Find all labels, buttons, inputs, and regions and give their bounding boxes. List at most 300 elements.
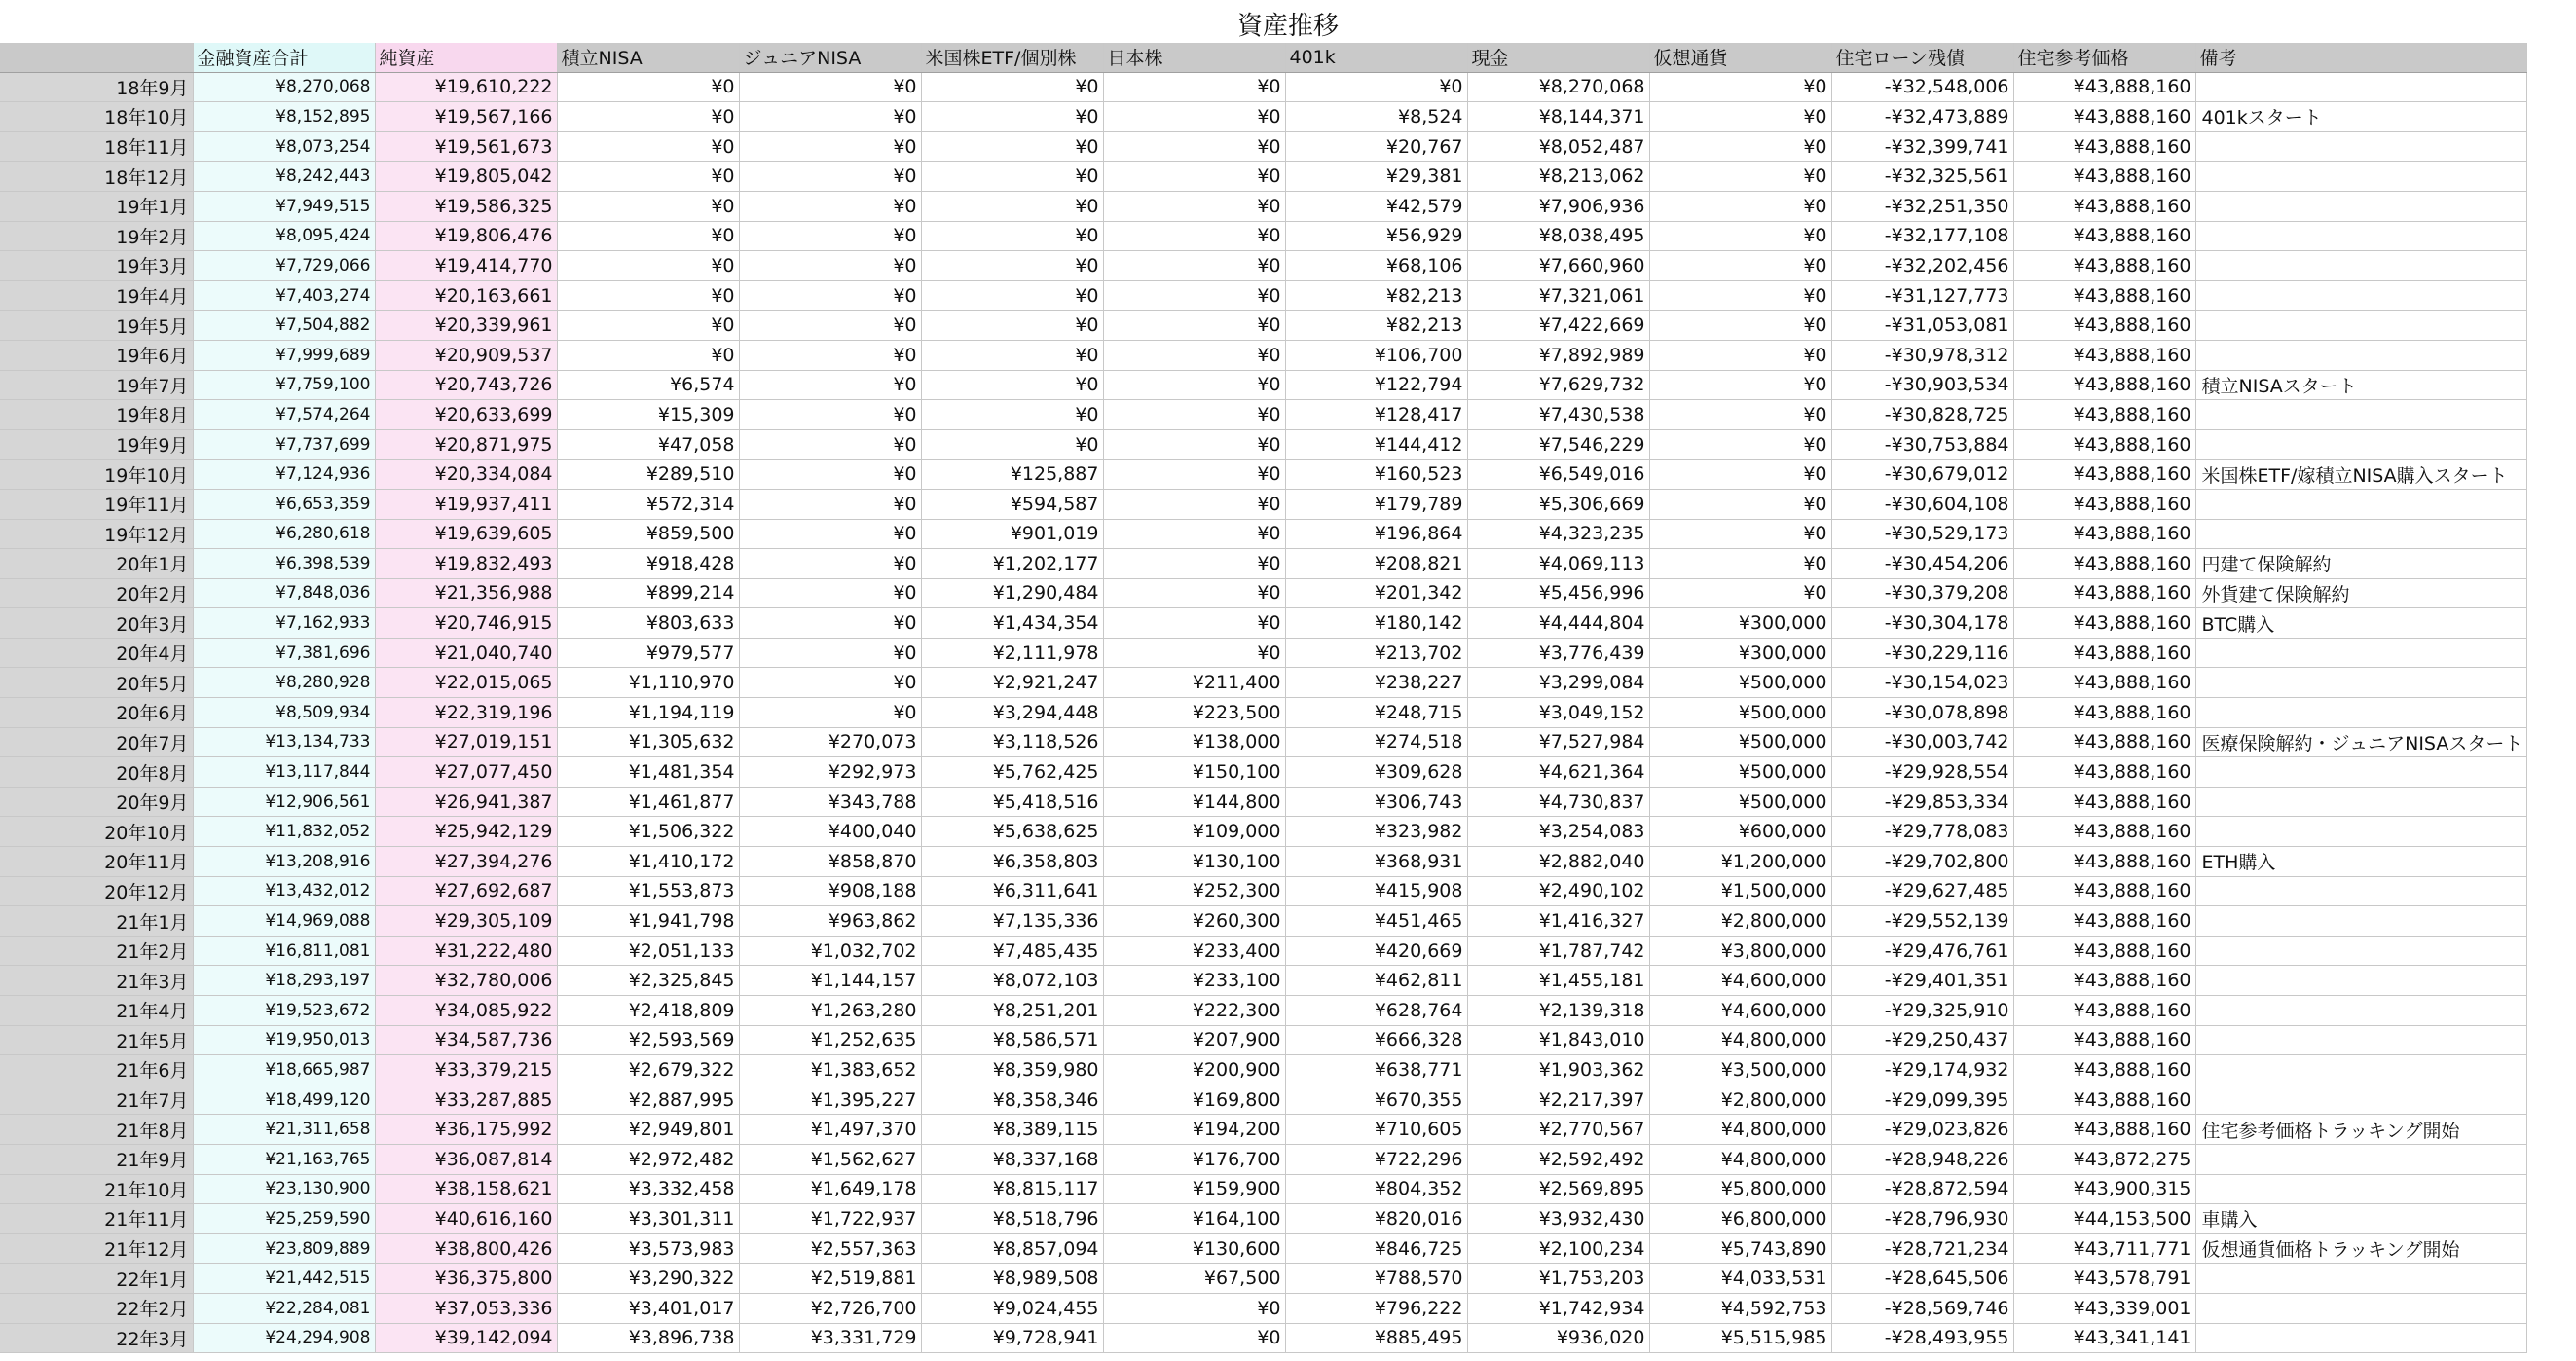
junior-nisa-cell[interactable]: ¥0 xyxy=(739,549,921,579)
financial-assets-cell[interactable]: ¥8,152,895 xyxy=(193,102,375,132)
us-stocks-cell[interactable]: ¥0 xyxy=(921,311,1103,341)
house-price-cell[interactable]: ¥43,888,160 xyxy=(2013,1115,2195,1145)
us-stocks-cell[interactable]: ¥125,887 xyxy=(921,460,1103,490)
house-price-cell[interactable]: ¥43,888,160 xyxy=(2013,131,2195,162)
crypto-cell[interactable]: ¥2,800,000 xyxy=(1649,906,1831,937)
junior-nisa-cell[interactable]: ¥1,722,937 xyxy=(739,1204,921,1234)
junior-nisa-cell[interactable]: ¥0 xyxy=(739,519,921,549)
header-us-stocks[interactable]: 米国株ETF/個別株 xyxy=(921,43,1103,72)
house-price-cell[interactable]: ¥43,888,160 xyxy=(2013,340,2195,370)
notes-cell[interactable] xyxy=(2195,876,2527,906)
us-stocks-cell[interactable]: ¥8,989,508 xyxy=(921,1264,1103,1294)
mortgage-cell[interactable]: -¥30,529,173 xyxy=(1831,519,2013,549)
net-assets-cell[interactable]: ¥19,586,325 xyxy=(375,191,557,221)
notes-cell[interactable] xyxy=(2195,1055,2527,1085)
net-assets-cell[interactable]: ¥20,339,961 xyxy=(375,311,557,341)
junior-nisa-cell[interactable]: ¥0 xyxy=(739,608,921,639)
house-price-cell[interactable]: ¥43,888,160 xyxy=(2013,191,2195,221)
junior-nisa-cell[interactable]: ¥1,395,227 xyxy=(739,1085,921,1115)
cash-cell[interactable]: ¥2,569,895 xyxy=(1467,1174,1649,1204)
crypto-cell[interactable]: ¥0 xyxy=(1649,400,1831,430)
tsumitate-nisa-cell[interactable]: ¥0 xyxy=(557,251,739,281)
401k-cell[interactable]: ¥710,605 xyxy=(1285,1115,1467,1145)
mortgage-cell[interactable]: -¥29,552,139 xyxy=(1831,906,2013,937)
mortgage-cell[interactable]: -¥28,645,506 xyxy=(1831,1264,2013,1294)
row-label[interactable]: 18年9月 xyxy=(0,72,193,102)
401k-cell[interactable]: ¥213,702 xyxy=(1285,638,1467,668)
us-stocks-cell[interactable]: ¥0 xyxy=(921,221,1103,251)
cash-cell[interactable]: ¥7,430,538 xyxy=(1467,400,1649,430)
junior-nisa-cell[interactable]: ¥0 xyxy=(739,698,921,728)
junior-nisa-cell[interactable]: ¥0 xyxy=(739,668,921,698)
net-assets-cell[interactable]: ¥36,087,814 xyxy=(375,1144,557,1174)
mortgage-cell[interactable]: -¥32,325,561 xyxy=(1831,162,2013,192)
mortgage-cell[interactable]: -¥31,127,773 xyxy=(1831,280,2013,311)
house-price-cell[interactable]: ¥43,888,160 xyxy=(2013,817,2195,847)
header-401k[interactable]: 401k xyxy=(1285,43,1467,72)
row-label[interactable]: 22年3月 xyxy=(0,1323,193,1353)
crypto-cell[interactable]: ¥4,600,000 xyxy=(1649,996,1831,1026)
cash-cell[interactable]: ¥2,217,397 xyxy=(1467,1085,1649,1115)
us-stocks-cell[interactable]: ¥0 xyxy=(921,162,1103,192)
row-label[interactable]: 20年1月 xyxy=(0,549,193,579)
financial-assets-cell[interactable]: ¥18,293,197 xyxy=(193,966,375,996)
row-label[interactable]: 21年6月 xyxy=(0,1055,193,1085)
crypto-cell[interactable]: ¥0 xyxy=(1649,72,1831,102)
financial-assets-cell[interactable]: ¥7,504,882 xyxy=(193,311,375,341)
row-label[interactable]: 22年2月 xyxy=(0,1293,193,1323)
401k-cell[interactable]: ¥196,864 xyxy=(1285,519,1467,549)
header-net-assets[interactable]: 純資産 xyxy=(375,43,557,72)
house-price-cell[interactable]: ¥43,888,160 xyxy=(2013,1025,2195,1055)
us-stocks-cell[interactable]: ¥0 xyxy=(921,280,1103,311)
cash-cell[interactable]: ¥5,456,996 xyxy=(1467,578,1649,608)
cash-cell[interactable]: ¥7,629,732 xyxy=(1467,370,1649,400)
financial-assets-cell[interactable]: ¥8,095,424 xyxy=(193,221,375,251)
row-label[interactable]: 19年11月 xyxy=(0,489,193,519)
401k-cell[interactable]: ¥666,328 xyxy=(1285,1025,1467,1055)
header-financial-assets[interactable]: 金融資産合計 xyxy=(193,43,375,72)
tsumitate-nisa-cell[interactable]: ¥2,418,809 xyxy=(557,996,739,1026)
junior-nisa-cell[interactable]: ¥0 xyxy=(739,221,921,251)
house-price-cell[interactable]: ¥43,888,160 xyxy=(2013,578,2195,608)
us-stocks-cell[interactable]: ¥8,358,346 xyxy=(921,1085,1103,1115)
row-label[interactable]: 18年12月 xyxy=(0,162,193,192)
house-price-cell[interactable]: ¥43,888,160 xyxy=(2013,787,2195,817)
crypto-cell[interactable]: ¥300,000 xyxy=(1649,608,1831,639)
tsumitate-nisa-cell[interactable]: ¥899,214 xyxy=(557,578,739,608)
cash-cell[interactable]: ¥1,742,934 xyxy=(1467,1293,1649,1323)
row-label[interactable]: 19年8月 xyxy=(0,400,193,430)
jp-stocks-cell[interactable]: ¥0 xyxy=(1103,191,1285,221)
financial-assets-cell[interactable]: ¥8,509,934 xyxy=(193,698,375,728)
tsumitate-nisa-cell[interactable]: ¥1,506,322 xyxy=(557,817,739,847)
tsumitate-nisa-cell[interactable]: ¥1,553,873 xyxy=(557,876,739,906)
notes-cell[interactable] xyxy=(2195,817,2527,847)
crypto-cell[interactable]: ¥600,000 xyxy=(1649,817,1831,847)
tsumitate-nisa-cell[interactable]: ¥3,290,322 xyxy=(557,1264,739,1294)
house-price-cell[interactable]: ¥43,888,160 xyxy=(2013,847,2195,877)
junior-nisa-cell[interactable]: ¥0 xyxy=(739,340,921,370)
row-label[interactable]: 20年7月 xyxy=(0,727,193,757)
401k-cell[interactable]: ¥306,743 xyxy=(1285,787,1467,817)
401k-cell[interactable]: ¥82,213 xyxy=(1285,280,1467,311)
tsumitate-nisa-cell[interactable]: ¥0 xyxy=(557,162,739,192)
tsumitate-nisa-cell[interactable]: ¥2,325,845 xyxy=(557,966,739,996)
row-label[interactable]: 19年1月 xyxy=(0,191,193,221)
mortgage-cell[interactable]: -¥29,853,334 xyxy=(1831,787,2013,817)
us-stocks-cell[interactable]: ¥8,359,980 xyxy=(921,1055,1103,1085)
net-assets-cell[interactable]: ¥27,394,276 xyxy=(375,847,557,877)
us-stocks-cell[interactable]: ¥3,118,526 xyxy=(921,727,1103,757)
row-label[interactable]: 20年11月 xyxy=(0,847,193,877)
us-stocks-cell[interactable]: ¥8,337,168 xyxy=(921,1144,1103,1174)
house-price-cell[interactable]: ¥43,339,001 xyxy=(2013,1293,2195,1323)
junior-nisa-cell[interactable]: ¥1,562,627 xyxy=(739,1144,921,1174)
junior-nisa-cell[interactable]: ¥908,188 xyxy=(739,876,921,906)
notes-cell[interactable] xyxy=(2195,1085,2527,1115)
tsumitate-nisa-cell[interactable]: ¥6,574 xyxy=(557,370,739,400)
crypto-cell[interactable]: ¥4,600,000 xyxy=(1649,966,1831,996)
financial-assets-cell[interactable]: ¥22,284,081 xyxy=(193,1293,375,1323)
401k-cell[interactable]: ¥451,465 xyxy=(1285,906,1467,937)
crypto-cell[interactable]: ¥0 xyxy=(1649,370,1831,400)
cash-cell[interactable]: ¥7,527,984 xyxy=(1467,727,1649,757)
house-price-cell[interactable]: ¥43,888,160 xyxy=(2013,966,2195,996)
junior-nisa-cell[interactable]: ¥1,383,652 xyxy=(739,1055,921,1085)
tsumitate-nisa-cell[interactable]: ¥918,428 xyxy=(557,549,739,579)
house-price-cell[interactable]: ¥43,900,315 xyxy=(2013,1174,2195,1204)
tsumitate-nisa-cell[interactable]: ¥0 xyxy=(557,280,739,311)
crypto-cell[interactable]: ¥0 xyxy=(1649,460,1831,490)
jp-stocks-cell[interactable]: ¥0 xyxy=(1103,131,1285,162)
row-label[interactable]: 20年9月 xyxy=(0,787,193,817)
house-price-cell[interactable]: ¥43,888,160 xyxy=(2013,162,2195,192)
cash-cell[interactable]: ¥7,906,936 xyxy=(1467,191,1649,221)
financial-assets-cell[interactable]: ¥25,259,590 xyxy=(193,1204,375,1234)
net-assets-cell[interactable]: ¥19,414,770 xyxy=(375,251,557,281)
net-assets-cell[interactable]: ¥25,942,129 xyxy=(375,817,557,847)
financial-assets-cell[interactable]: ¥7,124,936 xyxy=(193,460,375,490)
mortgage-cell[interactable]: -¥32,177,108 xyxy=(1831,221,2013,251)
cash-cell[interactable]: ¥8,052,487 xyxy=(1467,131,1649,162)
financial-assets-cell[interactable]: ¥7,848,036 xyxy=(193,578,375,608)
mortgage-cell[interactable]: -¥28,493,955 xyxy=(1831,1323,2013,1353)
jp-stocks-cell[interactable]: ¥0 xyxy=(1103,429,1285,460)
net-assets-cell[interactable]: ¥22,319,196 xyxy=(375,698,557,728)
financial-assets-cell[interactable]: ¥19,523,672 xyxy=(193,996,375,1026)
financial-assets-cell[interactable]: ¥8,073,254 xyxy=(193,131,375,162)
us-stocks-cell[interactable]: ¥8,857,094 xyxy=(921,1233,1103,1264)
row-label[interactable]: 21年8月 xyxy=(0,1115,193,1145)
crypto-cell[interactable]: ¥0 xyxy=(1649,519,1831,549)
mortgage-cell[interactable]: -¥28,872,594 xyxy=(1831,1174,2013,1204)
net-assets-cell[interactable]: ¥19,806,476 xyxy=(375,221,557,251)
tsumitate-nisa-cell[interactable]: ¥1,941,798 xyxy=(557,906,739,937)
financial-assets-cell[interactable]: ¥7,737,699 xyxy=(193,429,375,460)
row-label[interactable]: 21年12月 xyxy=(0,1233,193,1264)
junior-nisa-cell[interactable]: ¥2,557,363 xyxy=(739,1233,921,1264)
us-stocks-cell[interactable]: ¥8,251,201 xyxy=(921,996,1103,1026)
net-assets-cell[interactable]: ¥19,610,222 xyxy=(375,72,557,102)
mortgage-cell[interactable]: -¥29,099,395 xyxy=(1831,1085,2013,1115)
jp-stocks-cell[interactable]: ¥222,300 xyxy=(1103,996,1285,1026)
house-price-cell[interactable]: ¥43,578,791 xyxy=(2013,1264,2195,1294)
net-assets-cell[interactable]: ¥20,909,537 xyxy=(375,340,557,370)
row-label[interactable]: 18年11月 xyxy=(0,131,193,162)
mortgage-cell[interactable]: -¥28,796,930 xyxy=(1831,1204,2013,1234)
junior-nisa-cell[interactable]: ¥963,862 xyxy=(739,906,921,937)
junior-nisa-cell[interactable]: ¥0 xyxy=(739,131,921,162)
jp-stocks-cell[interactable]: ¥0 xyxy=(1103,1293,1285,1323)
tsumitate-nisa-cell[interactable]: ¥1,461,877 xyxy=(557,787,739,817)
401k-cell[interactable]: ¥208,821 xyxy=(1285,549,1467,579)
jp-stocks-cell[interactable]: ¥130,100 xyxy=(1103,847,1285,877)
net-assets-cell[interactable]: ¥19,561,673 xyxy=(375,131,557,162)
cash-cell[interactable]: ¥7,422,669 xyxy=(1467,311,1649,341)
401k-cell[interactable]: ¥106,700 xyxy=(1285,340,1467,370)
net-assets-cell[interactable]: ¥29,305,109 xyxy=(375,906,557,937)
jp-stocks-cell[interactable]: ¥207,900 xyxy=(1103,1025,1285,1055)
401k-cell[interactable]: ¥122,794 xyxy=(1285,370,1467,400)
401k-cell[interactable]: ¥820,016 xyxy=(1285,1204,1467,1234)
financial-assets-cell[interactable]: ¥7,574,264 xyxy=(193,400,375,430)
financial-assets-cell[interactable]: ¥19,950,013 xyxy=(193,1025,375,1055)
cash-cell[interactable]: ¥7,546,229 xyxy=(1467,429,1649,460)
net-assets-cell[interactable]: ¥38,800,426 xyxy=(375,1233,557,1264)
tsumitate-nisa-cell[interactable]: ¥0 xyxy=(557,72,739,102)
net-assets-cell[interactable]: ¥38,158,621 xyxy=(375,1174,557,1204)
mortgage-cell[interactable]: -¥30,978,312 xyxy=(1831,340,2013,370)
cash-cell[interactable]: ¥1,416,327 xyxy=(1467,906,1649,937)
net-assets-cell[interactable]: ¥40,616,160 xyxy=(375,1204,557,1234)
net-assets-cell[interactable]: ¥39,142,094 xyxy=(375,1323,557,1353)
jp-stocks-cell[interactable]: ¥138,000 xyxy=(1103,727,1285,757)
us-stocks-cell[interactable]: ¥594,587 xyxy=(921,489,1103,519)
mortgage-cell[interactable]: -¥30,229,116 xyxy=(1831,638,2013,668)
cash-cell[interactable]: ¥1,843,010 xyxy=(1467,1025,1649,1055)
row-label[interactable]: 19年3月 xyxy=(0,251,193,281)
us-stocks-cell[interactable]: ¥7,135,336 xyxy=(921,906,1103,937)
junior-nisa-cell[interactable]: ¥0 xyxy=(739,72,921,102)
mortgage-cell[interactable]: -¥29,174,932 xyxy=(1831,1055,2013,1085)
row-label[interactable]: 20年8月 xyxy=(0,757,193,788)
jp-stocks-cell[interactable]: ¥0 xyxy=(1103,519,1285,549)
notes-cell[interactable]: 仮想通貨価格トラッキング開始 xyxy=(2195,1233,2527,1264)
us-stocks-cell[interactable]: ¥8,389,115 xyxy=(921,1115,1103,1145)
401k-cell[interactable]: ¥323,982 xyxy=(1285,817,1467,847)
house-price-cell[interactable]: ¥43,888,160 xyxy=(2013,489,2195,519)
row-label[interactable]: 19年2月 xyxy=(0,221,193,251)
crypto-cell[interactable]: ¥0 xyxy=(1649,221,1831,251)
tsumitate-nisa-cell[interactable]: ¥289,510 xyxy=(557,460,739,490)
row-label[interactable]: 21年10月 xyxy=(0,1174,193,1204)
house-price-cell[interactable]: ¥44,153,500 xyxy=(2013,1204,2195,1234)
tsumitate-nisa-cell[interactable]: ¥3,332,458 xyxy=(557,1174,739,1204)
cash-cell[interactable]: ¥7,321,061 xyxy=(1467,280,1649,311)
jp-stocks-cell[interactable]: ¥0 xyxy=(1103,72,1285,102)
house-price-cell[interactable]: ¥43,888,160 xyxy=(2013,370,2195,400)
financial-assets-cell[interactable]: ¥18,499,120 xyxy=(193,1085,375,1115)
financial-assets-cell[interactable]: ¥21,442,515 xyxy=(193,1264,375,1294)
401k-cell[interactable]: ¥238,227 xyxy=(1285,668,1467,698)
header-jp-stocks[interactable]: 日本株 xyxy=(1103,43,1285,72)
row-label[interactable]: 21年7月 xyxy=(0,1085,193,1115)
mortgage-cell[interactable]: -¥32,251,350 xyxy=(1831,191,2013,221)
crypto-cell[interactable]: ¥0 xyxy=(1649,489,1831,519)
tsumitate-nisa-cell[interactable]: ¥1,481,354 xyxy=(557,757,739,788)
cash-cell[interactable]: ¥7,892,989 xyxy=(1467,340,1649,370)
tsumitate-nisa-cell[interactable]: ¥1,410,172 xyxy=(557,847,739,877)
junior-nisa-cell[interactable]: ¥270,073 xyxy=(739,727,921,757)
notes-cell[interactable] xyxy=(2195,221,2527,251)
tsumitate-nisa-cell[interactable]: ¥15,309 xyxy=(557,400,739,430)
notes-cell[interactable]: 医療保険解約・ジュニアNISAスタート xyxy=(2195,727,2527,757)
house-price-cell[interactable]: ¥43,888,160 xyxy=(2013,72,2195,102)
crypto-cell[interactable]: ¥0 xyxy=(1649,340,1831,370)
jp-stocks-cell[interactable]: ¥0 xyxy=(1103,489,1285,519)
notes-cell[interactable] xyxy=(2195,519,2527,549)
notes-cell[interactable]: 車購入 xyxy=(2195,1204,2527,1234)
house-price-cell[interactable]: ¥43,888,160 xyxy=(2013,519,2195,549)
us-stocks-cell[interactable]: ¥0 xyxy=(921,370,1103,400)
us-stocks-cell[interactable]: ¥1,290,484 xyxy=(921,578,1103,608)
mortgage-cell[interactable]: -¥30,379,208 xyxy=(1831,578,2013,608)
financial-assets-cell[interactable]: ¥23,809,889 xyxy=(193,1233,375,1264)
401k-cell[interactable]: ¥368,931 xyxy=(1285,847,1467,877)
cash-cell[interactable]: ¥8,213,062 xyxy=(1467,162,1649,192)
mortgage-cell[interactable]: -¥32,548,006 xyxy=(1831,72,2013,102)
tsumitate-nisa-cell[interactable]: ¥47,058 xyxy=(557,429,739,460)
notes-cell[interactable] xyxy=(2195,698,2527,728)
financial-assets-cell[interactable]: ¥8,242,443 xyxy=(193,162,375,192)
net-assets-cell[interactable]: ¥33,287,885 xyxy=(375,1085,557,1115)
row-label[interactable]: 19年9月 xyxy=(0,429,193,460)
notes-cell[interactable] xyxy=(2195,489,2527,519)
cash-cell[interactable]: ¥4,069,113 xyxy=(1467,549,1649,579)
header-tsumitate-nisa[interactable]: 積立NISA xyxy=(557,43,739,72)
crypto-cell[interactable]: ¥5,743,890 xyxy=(1649,1233,1831,1264)
net-assets-cell[interactable]: ¥19,567,166 xyxy=(375,102,557,132)
net-assets-cell[interactable]: ¥31,222,480 xyxy=(375,936,557,966)
jp-stocks-cell[interactable]: ¥0 xyxy=(1103,102,1285,132)
house-price-cell[interactable]: ¥43,888,160 xyxy=(2013,429,2195,460)
row-label[interactable]: 20年3月 xyxy=(0,608,193,639)
junior-nisa-cell[interactable]: ¥0 xyxy=(739,638,921,668)
us-stocks-cell[interactable]: ¥0 xyxy=(921,429,1103,460)
financial-assets-cell[interactable]: ¥7,729,066 xyxy=(193,251,375,281)
crypto-cell[interactable]: ¥0 xyxy=(1649,102,1831,132)
net-assets-cell[interactable]: ¥27,692,687 xyxy=(375,876,557,906)
crypto-cell[interactable]: ¥0 xyxy=(1649,311,1831,341)
crypto-cell[interactable]: ¥4,800,000 xyxy=(1649,1144,1831,1174)
house-price-cell[interactable]: ¥43,888,160 xyxy=(2013,876,2195,906)
jp-stocks-cell[interactable]: ¥176,700 xyxy=(1103,1144,1285,1174)
cash-cell[interactable]: ¥4,730,837 xyxy=(1467,787,1649,817)
notes-cell[interactable] xyxy=(2195,1025,2527,1055)
cash-cell[interactable]: ¥5,306,669 xyxy=(1467,489,1649,519)
jp-stocks-cell[interactable]: ¥211,400 xyxy=(1103,668,1285,698)
row-label[interactable]: 22年1月 xyxy=(0,1264,193,1294)
us-stocks-cell[interactable]: ¥8,586,571 xyxy=(921,1025,1103,1055)
cash-cell[interactable]: ¥2,592,492 xyxy=(1467,1144,1649,1174)
jp-stocks-cell[interactable]: ¥233,400 xyxy=(1103,936,1285,966)
junior-nisa-cell[interactable]: ¥1,252,635 xyxy=(739,1025,921,1055)
junior-nisa-cell[interactable]: ¥0 xyxy=(739,102,921,132)
header-junior-nisa[interactable]: ジュニアNISA xyxy=(739,43,921,72)
401k-cell[interactable]: ¥846,725 xyxy=(1285,1233,1467,1264)
mortgage-cell[interactable]: -¥29,702,800 xyxy=(1831,847,2013,877)
crypto-cell[interactable]: ¥3,500,000 xyxy=(1649,1055,1831,1085)
mortgage-cell[interactable]: -¥28,569,746 xyxy=(1831,1293,2013,1323)
us-stocks-cell[interactable]: ¥8,072,103 xyxy=(921,966,1103,996)
financial-assets-cell[interactable]: ¥13,117,844 xyxy=(193,757,375,788)
notes-cell[interactable] xyxy=(2195,162,2527,192)
tsumitate-nisa-cell[interactable]: ¥3,401,017 xyxy=(557,1293,739,1323)
mortgage-cell[interactable]: -¥30,679,012 xyxy=(1831,460,2013,490)
row-label[interactable]: 19年12月 xyxy=(0,519,193,549)
row-label[interactable]: 21年9月 xyxy=(0,1144,193,1174)
financial-assets-cell[interactable]: ¥7,949,515 xyxy=(193,191,375,221)
house-price-cell[interactable]: ¥43,888,160 xyxy=(2013,936,2195,966)
mortgage-cell[interactable]: -¥32,202,456 xyxy=(1831,251,2013,281)
notes-cell[interactable] xyxy=(2195,1144,2527,1174)
jp-stocks-cell[interactable]: ¥0 xyxy=(1103,578,1285,608)
junior-nisa-cell[interactable]: ¥0 xyxy=(739,280,921,311)
junior-nisa-cell[interactable]: ¥0 xyxy=(739,460,921,490)
row-label[interactable]: 19年10月 xyxy=(0,460,193,490)
cash-cell[interactable]: ¥3,254,083 xyxy=(1467,817,1649,847)
house-price-cell[interactable]: ¥43,888,160 xyxy=(2013,668,2195,698)
house-price-cell[interactable]: ¥43,888,160 xyxy=(2013,102,2195,132)
jp-stocks-cell[interactable]: ¥0 xyxy=(1103,608,1285,639)
cash-cell[interactable]: ¥4,621,364 xyxy=(1467,757,1649,788)
financial-assets-cell[interactable]: ¥21,311,658 xyxy=(193,1115,375,1145)
us-stocks-cell[interactable]: ¥5,638,625 xyxy=(921,817,1103,847)
401k-cell[interactable]: ¥42,579 xyxy=(1285,191,1467,221)
junior-nisa-cell[interactable]: ¥858,870 xyxy=(739,847,921,877)
net-assets-cell[interactable]: ¥19,639,605 xyxy=(375,519,557,549)
crypto-cell[interactable]: ¥0 xyxy=(1649,162,1831,192)
401k-cell[interactable]: ¥415,908 xyxy=(1285,876,1467,906)
net-assets-cell[interactable]: ¥34,587,736 xyxy=(375,1025,557,1055)
us-stocks-cell[interactable]: ¥2,111,978 xyxy=(921,638,1103,668)
junior-nisa-cell[interactable]: ¥0 xyxy=(739,400,921,430)
junior-nisa-cell[interactable]: ¥0 xyxy=(739,191,921,221)
us-stocks-cell[interactable]: ¥6,311,641 xyxy=(921,876,1103,906)
us-stocks-cell[interactable]: ¥0 xyxy=(921,72,1103,102)
notes-cell[interactable]: 住宅参考価格トラッキング開始 xyxy=(2195,1115,2527,1145)
notes-cell[interactable]: 外貨建て保険解約 xyxy=(2195,578,2527,608)
net-assets-cell[interactable]: ¥27,019,151 xyxy=(375,727,557,757)
jp-stocks-cell[interactable]: ¥0 xyxy=(1103,370,1285,400)
junior-nisa-cell[interactable]: ¥1,032,702 xyxy=(739,936,921,966)
jp-stocks-cell[interactable]: ¥130,600 xyxy=(1103,1233,1285,1264)
net-assets-cell[interactable]: ¥21,040,740 xyxy=(375,638,557,668)
mortgage-cell[interactable]: -¥29,928,554 xyxy=(1831,757,2013,788)
junior-nisa-cell[interactable]: ¥0 xyxy=(739,251,921,281)
notes-cell[interactable] xyxy=(2195,1323,2527,1353)
net-assets-cell[interactable]: ¥33,379,215 xyxy=(375,1055,557,1085)
net-assets-cell[interactable]: ¥20,334,084 xyxy=(375,460,557,490)
financial-assets-cell[interactable]: ¥7,403,274 xyxy=(193,280,375,311)
crypto-cell[interactable]: ¥4,033,531 xyxy=(1649,1264,1831,1294)
mortgage-cell[interactable]: -¥30,828,725 xyxy=(1831,400,2013,430)
notes-cell[interactable] xyxy=(2195,311,2527,341)
junior-nisa-cell[interactable]: ¥0 xyxy=(739,429,921,460)
us-stocks-cell[interactable]: ¥1,202,177 xyxy=(921,549,1103,579)
net-assets-cell[interactable]: ¥20,746,915 xyxy=(375,608,557,639)
